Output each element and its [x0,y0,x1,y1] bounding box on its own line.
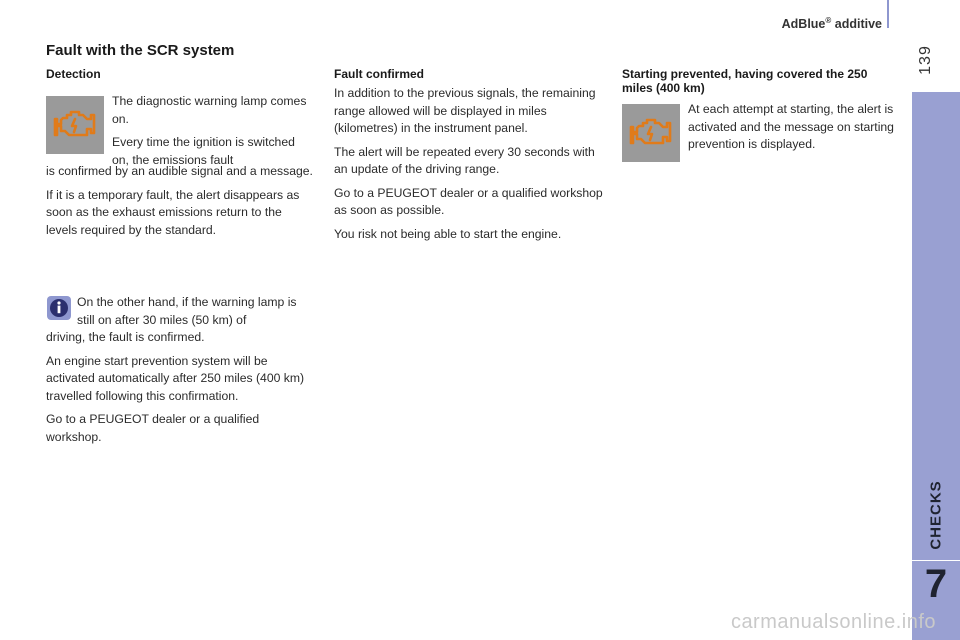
info-note-top: On the other hand, if the warning lamp is still on after 30 miles (50 km) of [77,295,297,327]
detection-ignition-text: Every time the ignition is switched on, the emissions fault [112,135,295,167]
footer-watermark: carmanualsonline.info [730,611,936,633]
starting-alert-text: At each attempt at starting, the alert is activated and the message on starting prevention is displayed. [688,102,894,151]
engine-warning-icon-box [46,96,104,154]
chapter-label [912,470,960,560]
detection-temporary-text: If it is a temporary fault, the alert disappears as soon as the exhaust emissions return to the levels required by the standard. [46,187,300,237]
info-note-bottom: driving, the fault is confirmed. [46,330,205,344]
page-number-text: 139 [917,45,934,75]
fault-confirmed-text [334,85,606,243]
fault-confirmed-heading: Fault confirmed [334,67,425,81]
engine-warning-icon [629,114,673,150]
chapter-number: 7 [924,562,948,606]
starting-prevented-text [688,101,898,154]
alert-repeat-text: The alert will be repeated every 30 seconds with an update of the driving range. [334,144,595,176]
dealer-text: Go to a PEUGEOT dealer or a qualified workshop. [46,412,260,444]
start-risk-text: You risk not being able to start the engine. [334,226,562,241]
detection-heading: Detection [46,67,101,81]
chapter-divider [912,560,960,561]
chapter-label-text: CHECKS [927,480,945,550]
running-header [782,16,882,31]
dealer-asap-text: Go to a PEUGEOT dealer or a qualified workshop as soon as possible. [334,185,603,217]
page-number [904,40,948,80]
header-section-suffix: additive [831,17,882,32]
starting-prevented-heading: Starting prevented, having covered the 250 miles (400 km) [622,67,868,95]
detection-text-1 [112,93,312,169]
start-prevention-text: An engine start prevention system will be activated automatically after 250 miles (400 km) travelled following this confirmation. [46,353,305,403]
engine-warning-icon-box-2 [622,104,680,162]
info-note-text-1 [77,294,317,329]
header-section: AdBlue [781,17,826,32]
header-reg-mark: ® [825,16,832,25]
info-icon [47,296,71,320]
info-note-text-2 [46,329,314,446]
detection-confirm-text: is confirmed by an audible signal and a message. [46,164,313,178]
detection-lamp-text: The diagnostic warning lamp comes on. [112,94,307,126]
range-display-text: In addition to the previous signals, the remaining range allowed will be displayed in miles (kilometres) in the instrument panel. [334,86,596,135]
detection-text-2 [46,163,314,239]
engine-warning-icon [53,106,97,142]
header-divider [887,0,889,28]
page-title: Fault with the SCR system [46,42,235,59]
